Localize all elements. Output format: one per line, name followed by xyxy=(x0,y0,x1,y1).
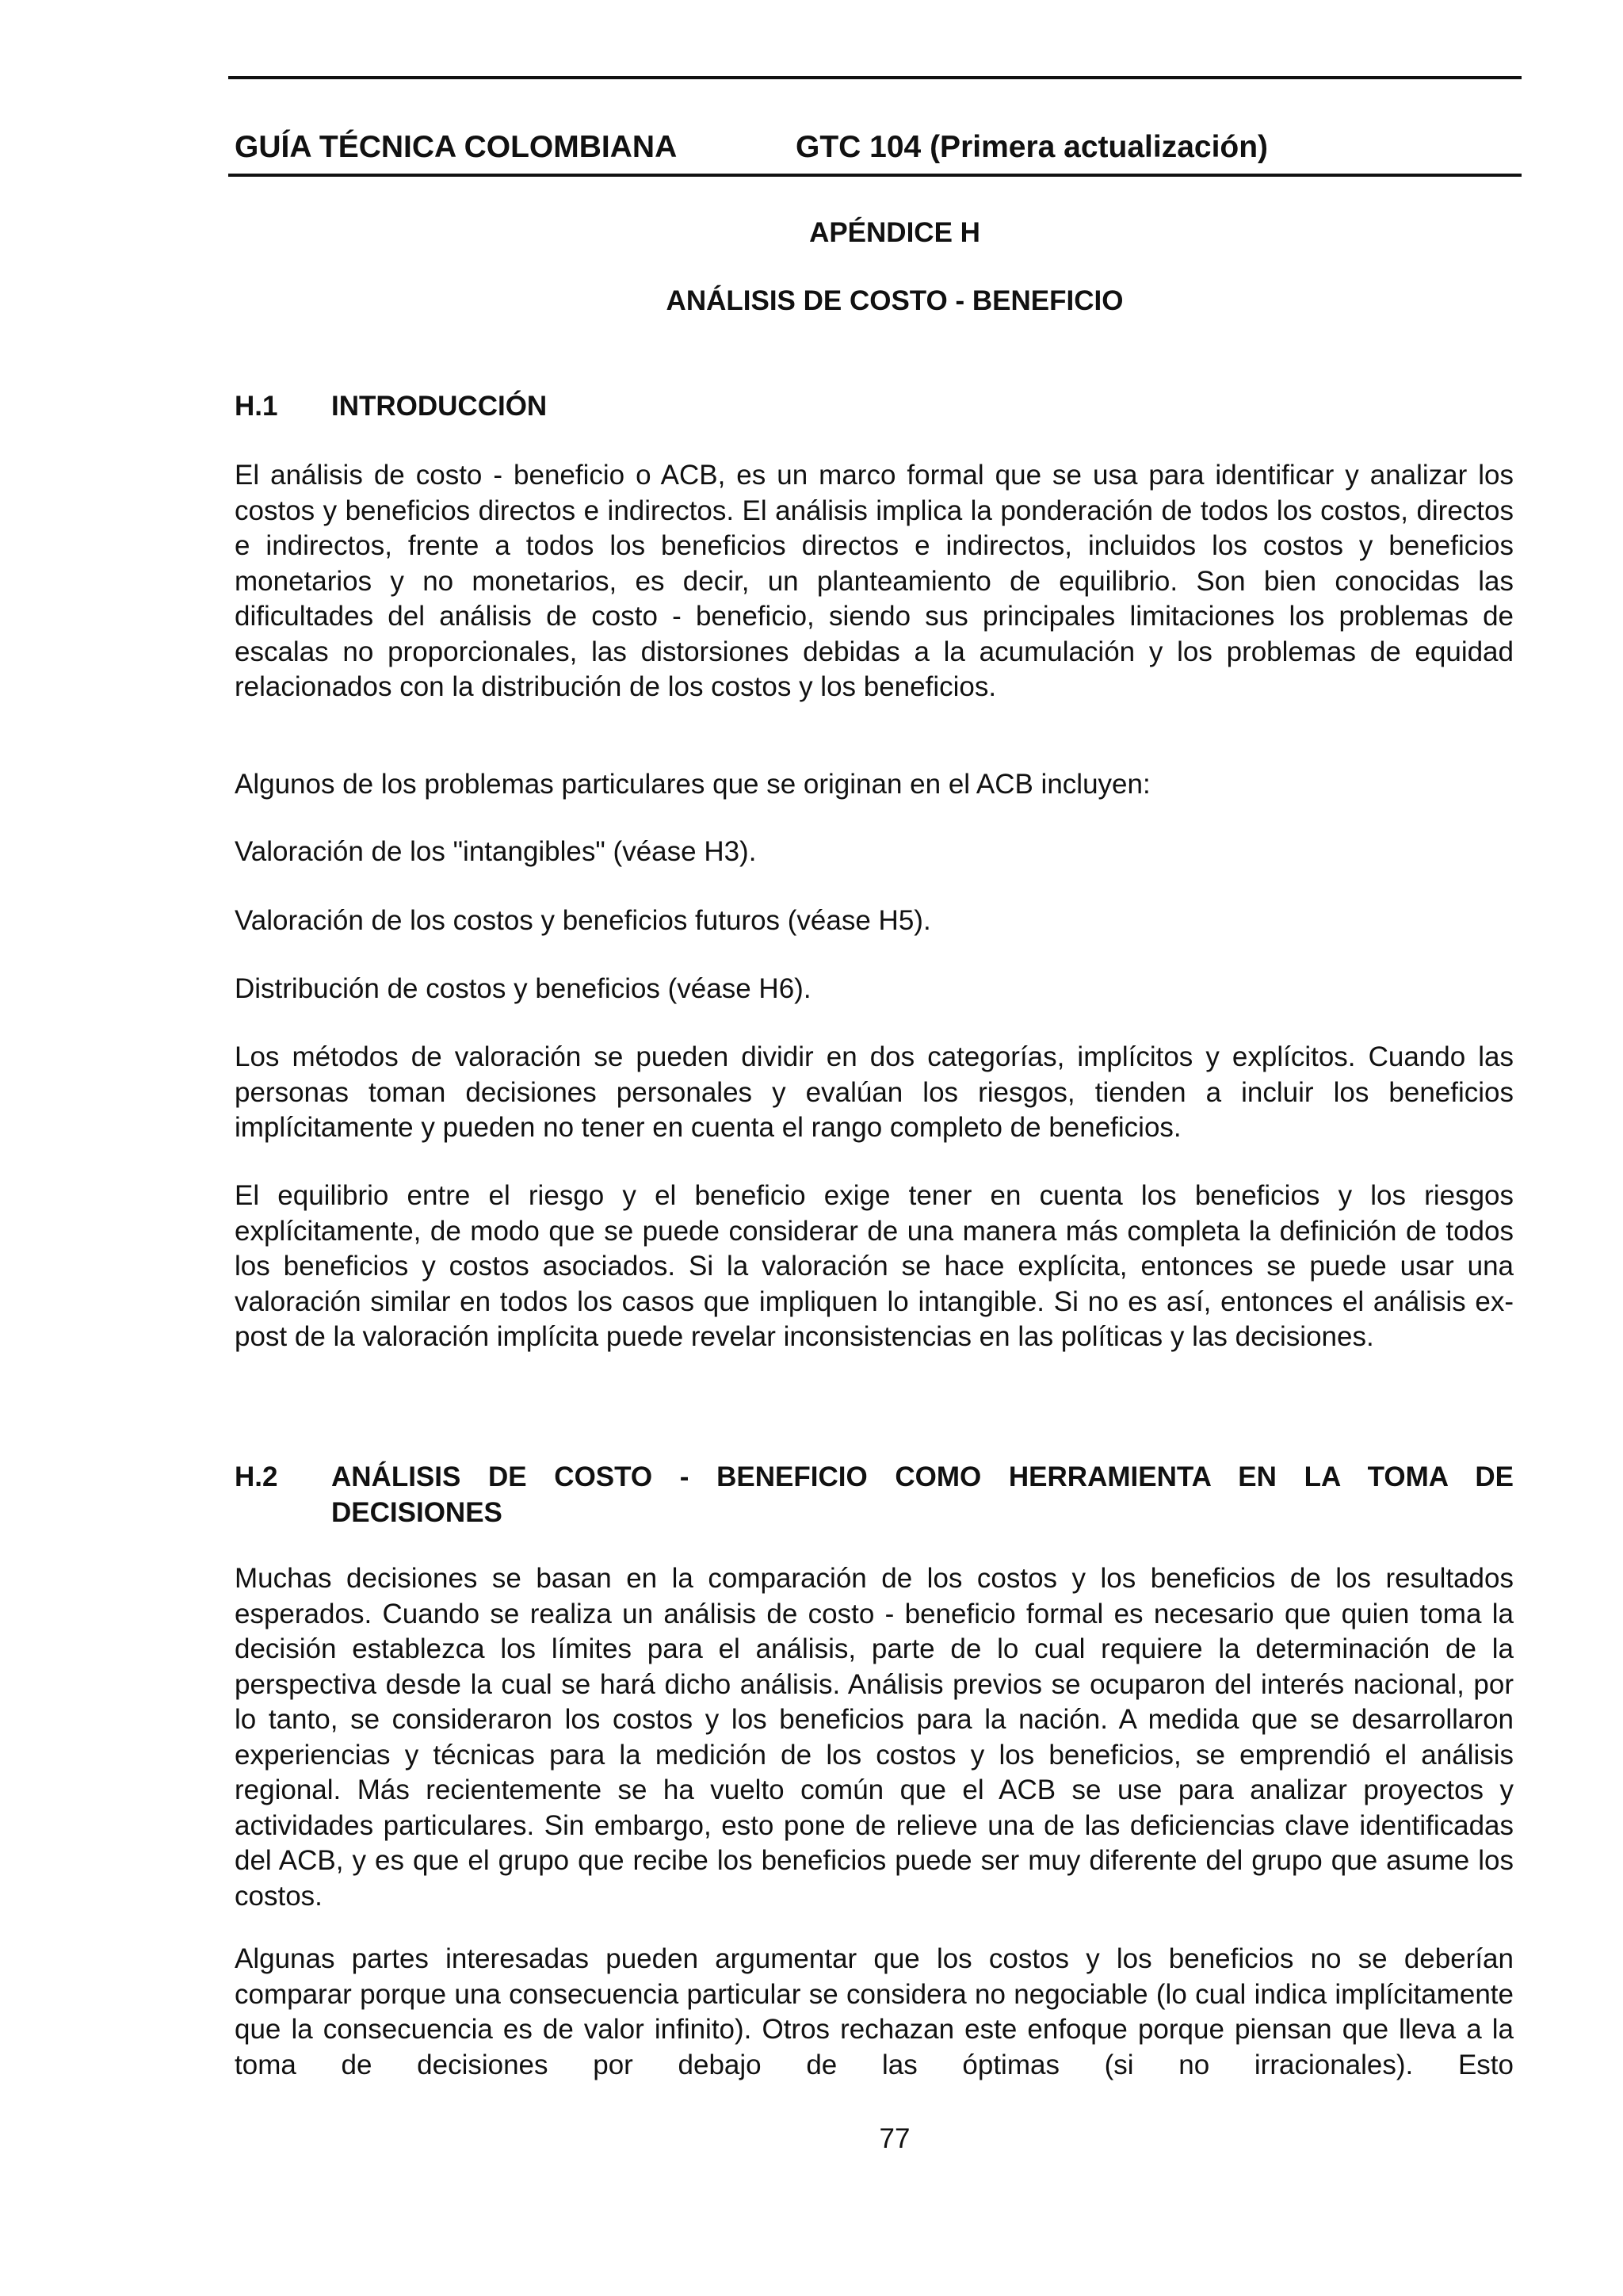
section-h2-number: H.2 xyxy=(235,1461,278,1492)
section-h1-body-5 xyxy=(235,972,1514,1007)
section-h2-body xyxy=(235,1561,1514,1914)
section-h1-body-4 xyxy=(235,904,1514,939)
header-document-code: GTC 104 (Primera actualización) xyxy=(796,130,1269,164)
paragraph: El equilibrio entre el riesgo y el beneficio exige tener en cuenta los beneficios y los riesgos explícitamente, de modo que se puede considerar de una manera más completa la definición de todos los beneficios y costos asociados. Si la valoración se hace explícita, entonces se puede usar una valoración similar en todos los casos que impliquen lo intangible. Si no es así, entonces el análisis ex-post de la valoración implícita puede revelar inconsistencias en las políticas y las decisiones. xyxy=(235,1180,1514,1352)
section-h1-body xyxy=(235,458,1514,705)
section-h2-title-line2: DECISIONES xyxy=(331,1497,502,1528)
paragraph: Los métodos de valoración se pueden dividir en dos categorías, implícitos y explícitos. Cuando las personas toman decisiones personales y evalúan los riesgos, tienden a incluir los beneficios implícitamente y pueden no tener en cuenta el rango completo de beneficios. xyxy=(235,1041,1514,1143)
header-bottom-rule xyxy=(228,174,1522,177)
section-h2-heading xyxy=(235,1459,1514,1530)
page-number: 77 xyxy=(879,2123,911,2154)
list-item: Valoración de los "intangibles" (véase H3). xyxy=(235,836,757,867)
paragraph: El análisis de costo - beneficio o ACB, es un marco formal que se usa para identificar y analizar los costos y beneficios directos e indirectos. El análisis implica la ponderación de todos los costos, directos e indirectos, frente a todos los beneficios directos e indirectos, incluidos los costos y beneficios monetarios y no monetarios, es decir, un planteamiento de equilibrio. Son bien conocidas las dificultades del análisis de costo - beneficio, siendo sus principales limitaciones los problemas de escalas no proporcionales, las distorsiones debidas a la acumulación y los problemas de equidad relacionados con la distribución de los costos y los beneficios. xyxy=(235,460,1514,702)
appendix-title: ANÁLISIS DE COSTO - BENEFICIO xyxy=(666,285,1124,316)
paragraph: Muchas decisiones se basan en la comparación de los costos y los beneficios de los resultados esperados. Cuando se realiza un análisis de costo - beneficio formal es necesario que quien toma la decisión establezca los límites para el análisis, parte de lo cual requiere la determinación de la perspectiva desde la cual se hará dicho análisis. Análisis previos se ocuparon del interés nacional, por lo tanto, se consideraron los costos y los beneficios para la nación. A medida que se desarrollaron experiencias y técnicas para la medición de los costos y los beneficios, se emprendió el análisis regional. Más recientemente se ha vuelto común que el ACB se use para analizar proyectos y actividades particulares. Sin embargo, esto pone de relieve una de las deficiencias clave identificadas del ACB, y es que el grupo que recibe los beneficios puede ser muy diferente del grupo que asume los costos. xyxy=(235,1563,1514,1912)
section-h1-heading xyxy=(235,388,1514,424)
section-h1-title: INTRODUCCIÓN xyxy=(331,391,548,422)
header-document-type: GUÍA TÉCNICA COLOMBIANA xyxy=(235,130,678,164)
section-h1-body-2 xyxy=(235,767,1514,803)
section-h2-title-line1: ANÁLISIS DE COSTO - BENEFICIO COMO HERRAMIENTA EN LA TOMA DE xyxy=(331,1461,1514,1492)
paragraph: Algunos de los problemas particulares que se originan en el ACB incluyen: xyxy=(235,769,1151,800)
appendix-label: APÉNDICE H xyxy=(809,217,980,248)
list-item: Distribución de costos y beneficios (véase H6). xyxy=(235,973,812,1004)
paragraph: Algunas partes interesadas pueden argumentar que los costos y los beneficios no se deberían comparar porque una consecuencia particular se considera no negociable (lo cual indica implícitamente que la consecuencia es de valor infinito). Otros rechazan este enfoque porque piensan que lleva a la toma de decisiones por debajo de las óptimas (si no irracionales). Esto xyxy=(235,1943,1514,2080)
header-top-rule xyxy=(228,76,1522,79)
section-h1-body-7 xyxy=(235,1179,1514,1355)
section-h1-number: H.1 xyxy=(235,391,278,422)
section-h1-body-3 xyxy=(235,835,1514,870)
section-h1-body-6 xyxy=(235,1040,1514,1146)
list-item: Valoración de los costos y beneficios futuros (véase H5). xyxy=(235,905,931,936)
section-h2-body-2 xyxy=(235,1942,1514,2083)
